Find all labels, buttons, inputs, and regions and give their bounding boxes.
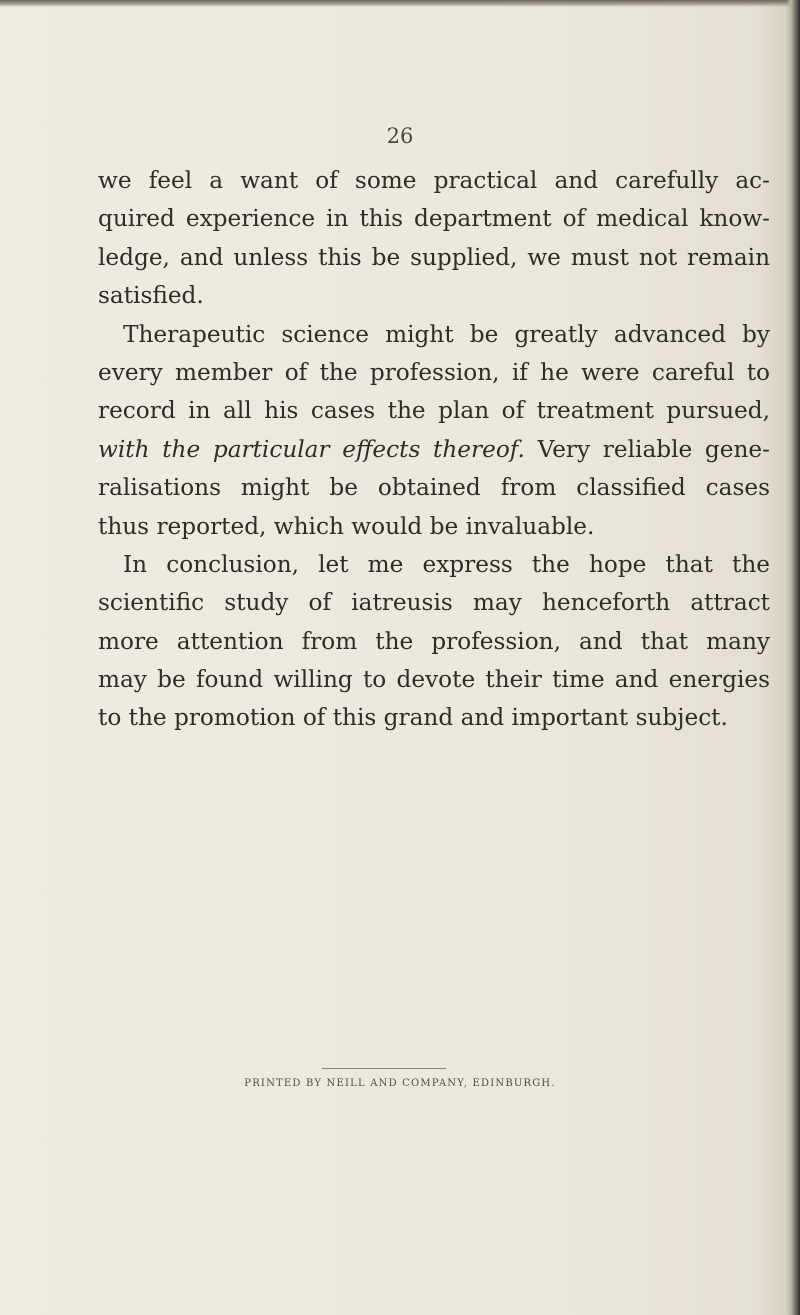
italic-phrase: with the particular effects thereof. — [98, 435, 525, 463]
text-line: ralisations might be obtained from classified cases — [98, 474, 770, 502]
text-line: scientific study of iatreusis may henceforth attract — [98, 589, 770, 617]
page-number: 26 — [386, 124, 414, 148]
text-fragment: Very reliable gene- — [537, 435, 770, 463]
body-text — [98, 162, 770, 738]
text-line: In conclusion, let me express the hope that the — [123, 550, 770, 578]
text-line: may be found willing to devote their time and energies — [98, 666, 770, 694]
page-edge-shadow — [786, 0, 800, 1315]
text-line: satisfied. — [98, 282, 204, 310]
text-line: to the promotion of this grand and important subject. — [98, 704, 728, 732]
printer-imprint: PRINTED BY NEILL AND COMPANY, EDINBURGH. — [244, 1078, 556, 1089]
footer-rule — [322, 1068, 446, 1069]
text-line: Therapeutic science might be greatly advanced by — [123, 320, 770, 348]
text-line: every member of the profession, if he were careful to — [98, 358, 770, 386]
text-line: more attention from the profession, and that many — [98, 627, 770, 655]
top-border-rule — [0, 0, 800, 7]
text-line: ledge, and unless this be supplied, we must not remain — [98, 243, 770, 271]
text-line-mixed — [98, 431, 770, 469]
text-line: we feel a want of some practical and carefully ac- — [98, 167, 770, 194]
text-line: record in all his cases the plan of treatment pursued, — [98, 397, 770, 425]
text-line: quired experience in this department of medical know- — [98, 205, 770, 233]
text-line: thus reported, which would be invaluable. — [98, 512, 595, 540]
